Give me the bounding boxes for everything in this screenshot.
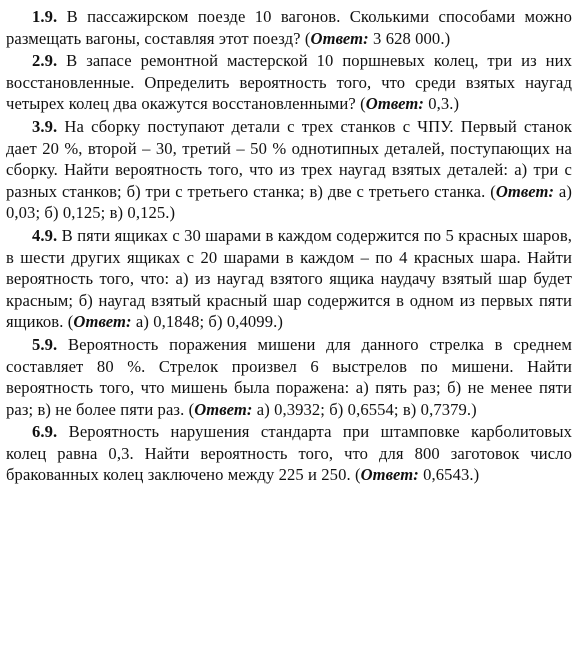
problem-text: В пяти ящиках с 30 шарами в каждом содержится по 5 красных шаров, в шести других ящиках с 20 шарами в каждом – по 4 красных шара. Найти вероятность того, что: а) из наугад взятого ящика наудачу взятый шар будет красным; б) наугад взятый красный шар содержится в одном из первых пяти ящиков. ( [6, 225, 573, 332]
problem-number: 2.9. [32, 51, 58, 71]
problem-5-9 [6, 334, 572, 420]
answer-label: Ответ: [310, 28, 369, 48]
answer-label: Ответ: [360, 465, 419, 485]
answer-value: а) 0,3932; б) 0,6554; в) 0,7379.) [256, 399, 477, 419]
answer-label: Ответ: [365, 94, 425, 114]
problem-number: 5.9. [32, 334, 58, 354]
problem-2-9 [6, 50, 572, 115]
answer-label: Ответ: [194, 399, 253, 419]
problem-4-9 [6, 225, 572, 333]
problem-number: 3.9. [32, 116, 58, 136]
problem-text: В пассажирском поезде 10 вагонов. Сколькими способами можно размещать вагоны, составляя этот поезд? ( [6, 7, 573, 48]
problem-6-9 [6, 421, 572, 486]
problem-text: На сборку поступают детали с трех станков с ЧПУ. Первый станок дает 20 %, второй – 30, третий – 50 % однотипных деталей, поступающих на сборку. Найти вероятность того, что из трех наугад взятых деталей: а) три с разных станков; б) три с третьего станка; в) две с третьего станка. ( [6, 116, 573, 201]
problem-text: В запасе ремонтной мастерской 10 поршневых колец, три из них восстановленные. Определить вероятность того, что среди взятых наугад четырех колец два окажутся восстановленными? ( [6, 51, 572, 114]
problem-1-9 [6, 6, 572, 49]
answer-value: 3 628 000.) [373, 28, 451, 48]
answer-label: Ответ: [495, 181, 555, 201]
problem-text: Вероятность нарушения стандарта при штамповке карболитовых колец равна 0,3. Найти вероятность того, что для 800 заготовок число бракованных колец заключено между 225 и 250. ( [6, 422, 572, 485]
problem-number: 6.9. [32, 422, 58, 442]
answer-value: 0,3.) [428, 94, 460, 114]
answer-value: а) 0,1848; б) 0,4099.) [135, 312, 283, 332]
answer-value: 0,6543.) [423, 465, 480, 485]
answer-value: а) 0,03; б) 0,125; в) 0,125.) [6, 181, 573, 223]
problem-3-9 [6, 116, 572, 224]
problem-text: Вероятность поражения мишени для данного стрелка в среднем составляет 80 %. Стрелок произвел 6 выстрелов по мишени. Найти вероятность того, что мишень была поражена: а) пять раз; б) не менее пяти раз; в) не более пяти раз. ( [6, 334, 572, 419]
problem-number: 1.9. [32, 7, 58, 26]
problem-number: 4.9. [32, 225, 58, 245]
answer-label: Ответ: [73, 312, 132, 332]
